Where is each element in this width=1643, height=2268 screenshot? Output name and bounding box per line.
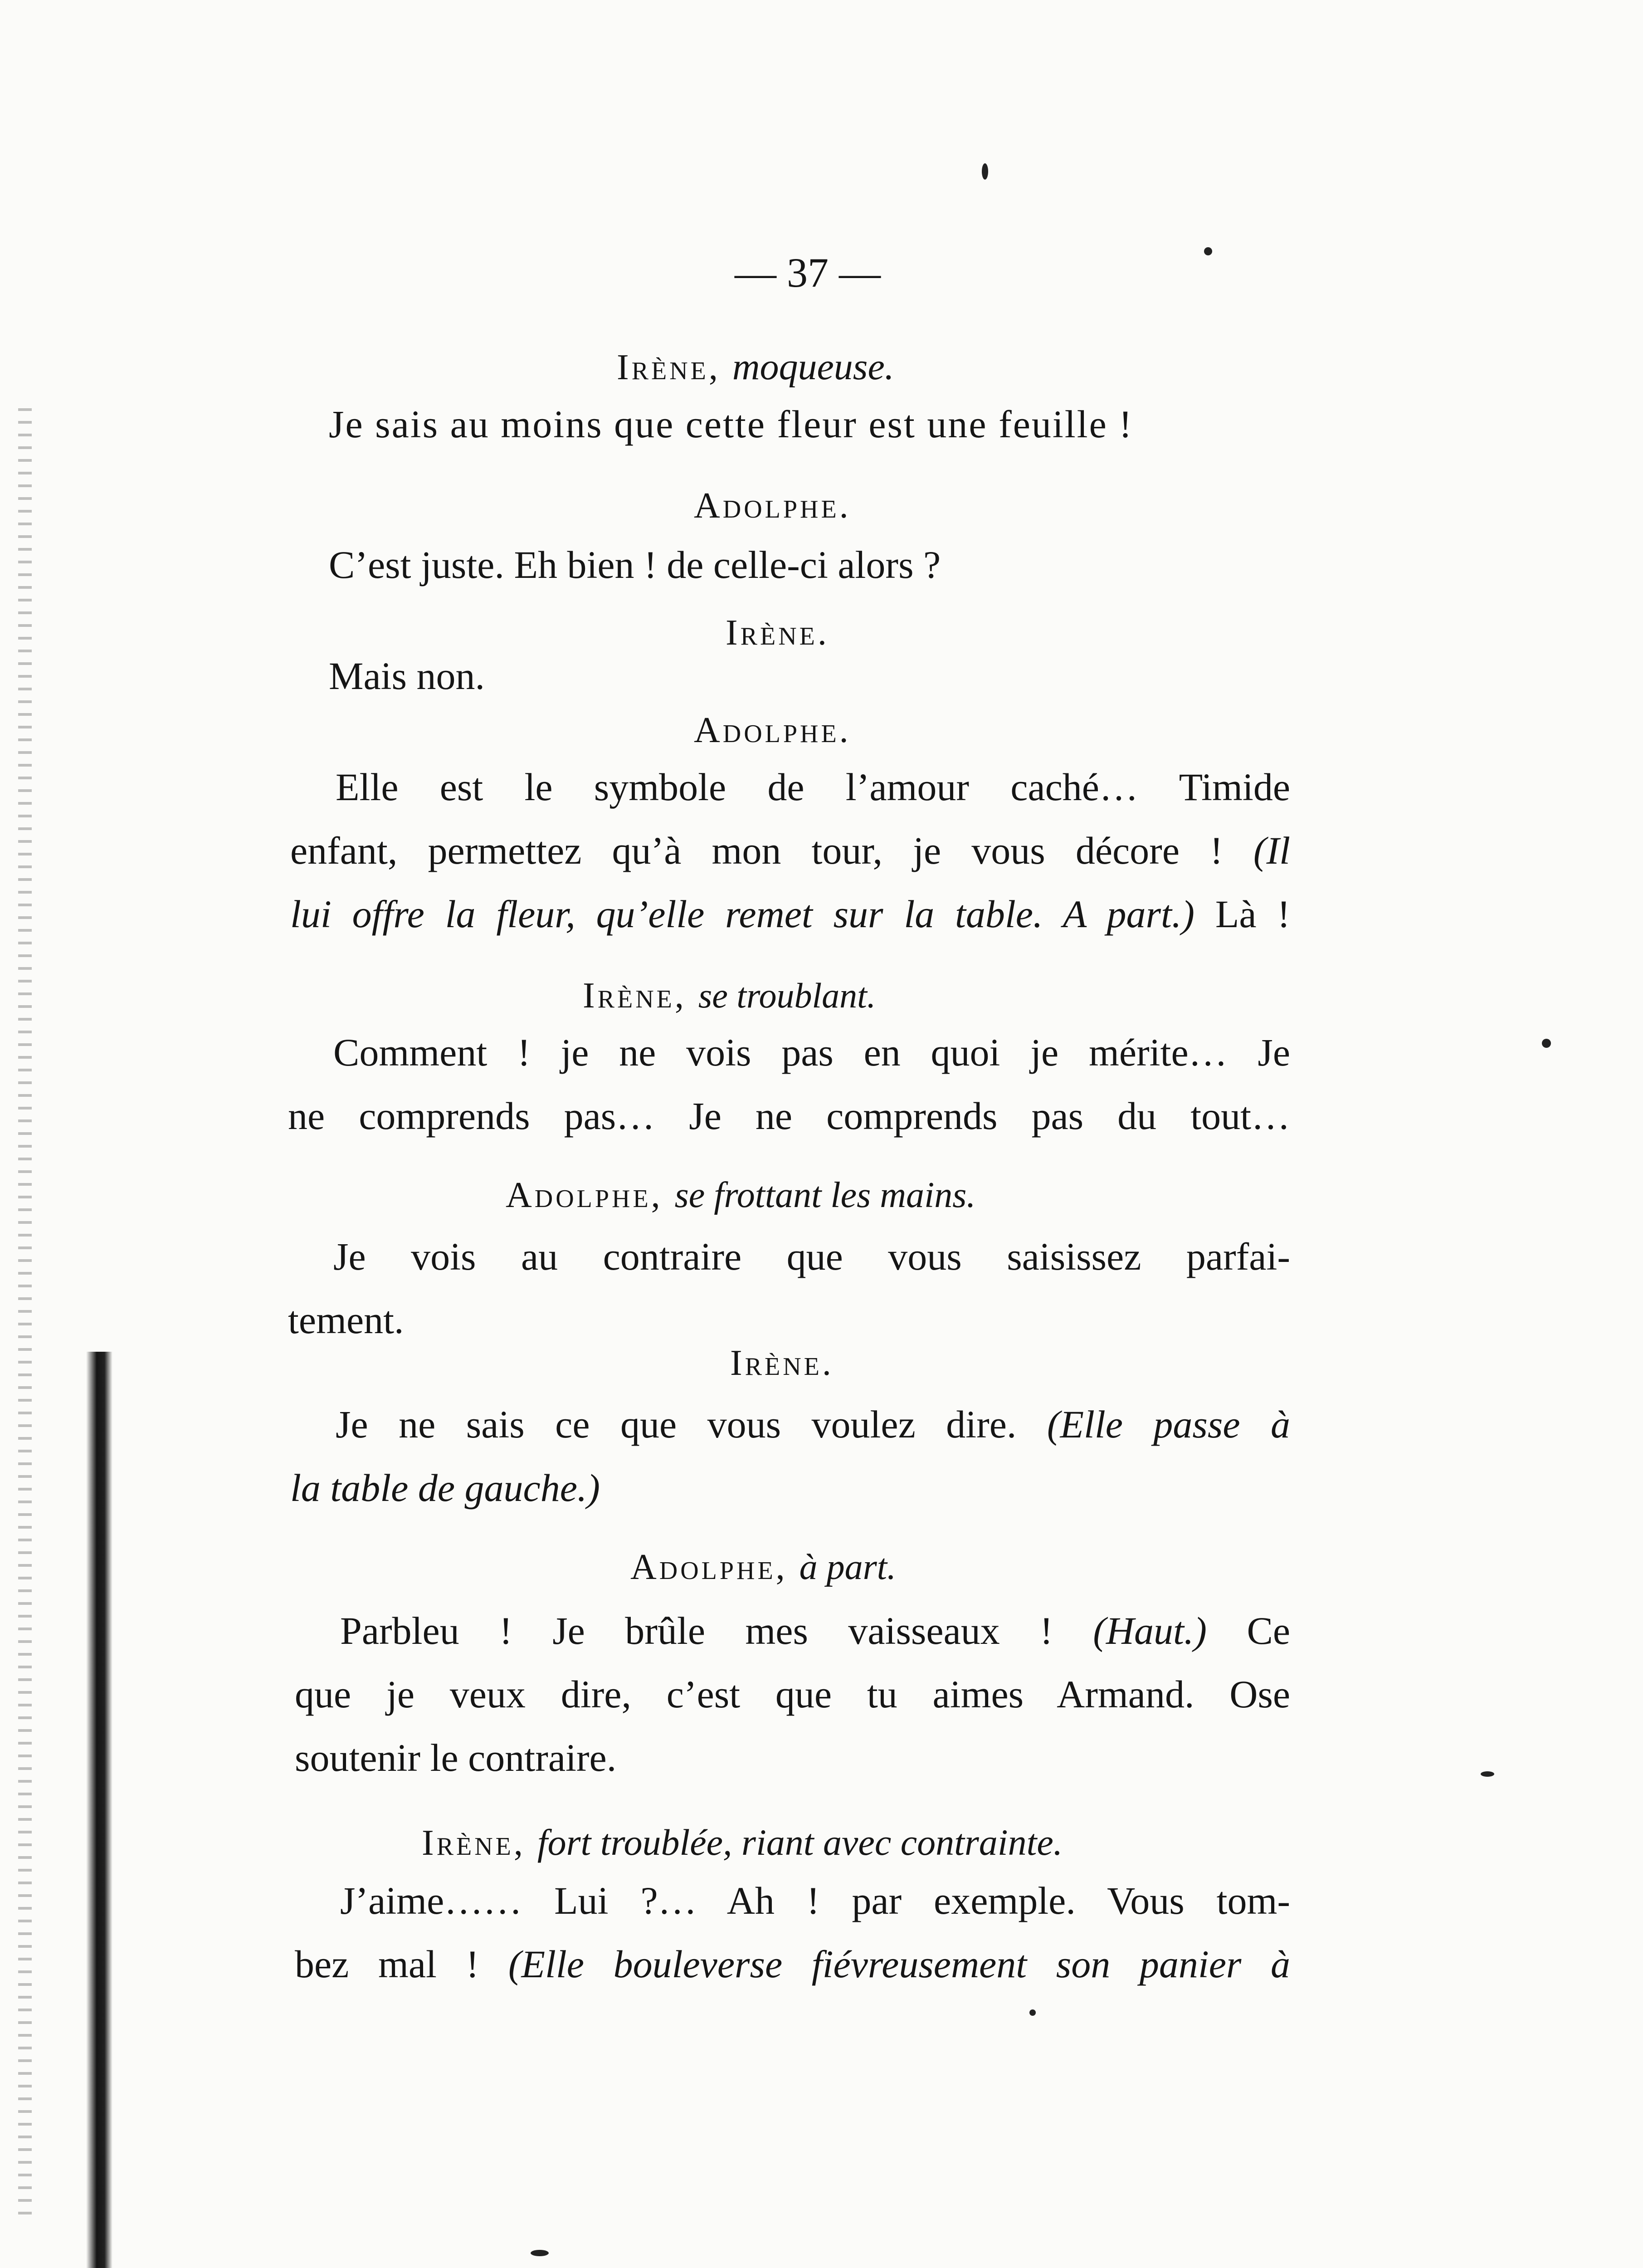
dialogue-line: Je sais au moins que cette fleur est une feuille ! [329, 402, 1133, 446]
speaker-heading [506, 1175, 975, 1216]
speaker-name: Adolphe, [506, 1175, 663, 1215]
speaker-name: Adolphe. [694, 710, 851, 750]
stage-direction: (Elle bouleverse fiévreusement son panier à [508, 1942, 1291, 1986]
ink-speck [1481, 1771, 1494, 1777]
stage-direction: (Elle passe à [1047, 1403, 1290, 1446]
stage-direction-line: la table de gauche.) [290, 1466, 600, 1510]
dialogue-text: Là ! [1215, 892, 1290, 936]
stage-direction: à part. [799, 1547, 897, 1587]
dialogue-line [295, 1941, 1290, 1987]
page-binding-shadow [86, 1352, 112, 2268]
dialogue-text: Ce [1247, 1609, 1291, 1652]
dialogue-line [290, 891, 1290, 937]
dialogue-line: que je veux dire, c’est que tu aimes Armand. Ose [295, 1672, 1290, 1716]
dialogue-line: tement. [288, 1298, 404, 1342]
speaker-name: Irène. [730, 1343, 834, 1383]
speaker-name: Irène. [726, 613, 829, 653]
dialogue-line: Je vois au contraire que vous saisissez parfai- [333, 1235, 1290, 1278]
dialogue-text: bez mal ! [295, 1942, 479, 1986]
stage-direction: moqueuse. [732, 346, 894, 388]
speaker-heading [583, 975, 876, 1017]
ink-speck [1029, 2009, 1036, 2016]
speaker-name: Irène, [617, 347, 721, 387]
speaker-heading [617, 345, 894, 389]
ink-speck [1204, 247, 1212, 255]
speaker-heading [422, 1821, 1063, 1864]
stage-direction: se troublant. [698, 976, 876, 1015]
speaker-name: Adolphe. [694, 486, 851, 526]
dialogue-line: Comment ! je ne vois pas en quoi je mérite… Je [333, 1031, 1290, 1074]
speaker-name: Irène, [583, 976, 687, 1016]
page-number: — 37 — [735, 249, 881, 296]
dialogue-line: Mais non. [329, 654, 485, 698]
dialogue-text: Je ne sais ce que vous voulez dire. [336, 1403, 1017, 1446]
dialogue-line: soutenir le contraire. [295, 1736, 617, 1779]
ink-speck [531, 2250, 549, 2256]
ink-speck [982, 163, 988, 180]
speaker-name: Irène, [422, 1823, 526, 1863]
dialogue-line: ne comprends pas… Je ne comprends pas du tout… [288, 1094, 1290, 1138]
dialogue-line [340, 1608, 1290, 1653]
dialogue-line [336, 1402, 1290, 1447]
stage-direction: se frottant les mains. [674, 1175, 976, 1215]
stage-direction: lui offre la fleur, qu’elle remet sur la table. A part.) [290, 892, 1195, 936]
dialogue-line: J’aime…… Lui ?… Ah ! par exemple. Vous tom- [340, 1879, 1290, 1922]
ink-speck [1542, 1039, 1551, 1048]
stage-direction: (Haut.) [1093, 1609, 1207, 1652]
stage-direction: (Il [1253, 829, 1290, 872]
speaker-name: Adolphe, [630, 1547, 788, 1587]
page-margin-noise [18, 408, 32, 2223]
speaker-heading [630, 1547, 896, 1588]
stage-direction: fort troublée, riant avec contrainte. [537, 1822, 1063, 1863]
dialogue-text: Parbleu ! Je brûle mes vaisseaux ! [340, 1609, 1053, 1652]
dialogue-line: C’est juste. Eh bien ! de celle-ci alors ? [329, 543, 941, 587]
dialogue-text: enfant, permettez qu’à mon tour, je vous décore ! [290, 829, 1223, 872]
dialogue-line: Elle est le symbole de l’amour caché… Timide [336, 765, 1290, 809]
dialogue-line [290, 828, 1290, 873]
